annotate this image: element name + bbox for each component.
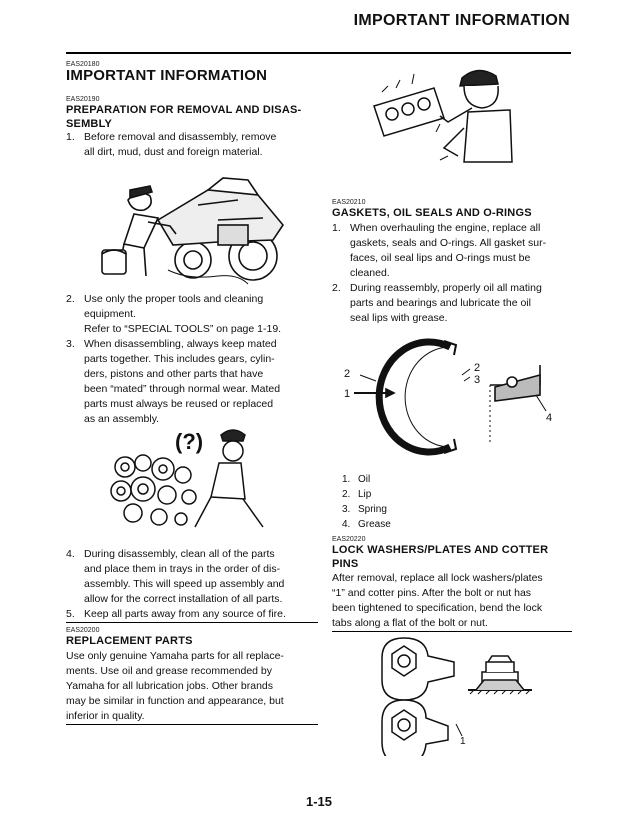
lock-washer-diagram: [372, 636, 542, 756]
prep-list-b: [66, 292, 318, 427]
washer-label-1: 1: [460, 736, 466, 747]
subsection-title: REPLACEMENT PARTS: [66, 635, 193, 647]
list-item-number: 5.: [66, 608, 75, 620]
oil-seal-diagram: [340, 335, 560, 460]
list-item-number: 4.: [66, 548, 75, 560]
legend-item: 3. Spring: [342, 504, 387, 515]
list-item: 1. Before removal and disassembly, remove all dirt, mud, dust and foreign material.: [66, 131, 277, 158]
list-item-number: 2.: [66, 293, 75, 305]
list-item-number: 1.: [332, 222, 341, 234]
section-title: IMPORTANT INFORMATION: [66, 67, 268, 84]
mechanic-with-parts-illustration: [103, 425, 273, 537]
seal-label-2-left: 2: [344, 368, 351, 380]
legend-item: 2. Lip: [342, 489, 372, 500]
list-item-number: 2.: [332, 282, 341, 294]
list-item-number: 3.: [66, 338, 75, 350]
header-rule: [66, 52, 571, 54]
subsection-code: EAS20220: [332, 536, 366, 543]
list-item: 3. When disassembling, always keep mated parts together. This includes gears, cylin- ders, pistons and other parts that have been “mated” through normal wear. Mated parts must always be reused or replaced as an assembly.: [66, 338, 281, 425]
seal-legend: [342, 472, 391, 532]
gasket-list: [332, 221, 584, 326]
subsection-title: LOCK WASHERS/PLATES AND COTTER PINS: [332, 544, 549, 570]
replacement-paragraph: Use only genuine Yamaha parts for all replace- ments. Use oil and grease recommended by Yamaha for all lubrication jobs. Other brands may be similar in function and appearance, but inferior in quality.: [66, 650, 284, 722]
lock-washer-paragraph: After removal, replace all lock washers/plates “1” and cotter pins. After the bolt or nut has been tightened to specification, bend the lock tabs along a flat of the bolt or nut.: [332, 572, 543, 629]
section-divider: [332, 631, 572, 632]
seal-label-4: 4: [546, 412, 553, 424]
list-item: 2. Use only the proper tools and cleaning equipment. Refer to “SPECIAL TOOLS” on page 1-19.: [66, 293, 282, 335]
seal-label-3: 3: [474, 374, 481, 386]
legend-item: 1. Oil: [342, 474, 371, 485]
section-divider: [66, 622, 318, 623]
seal-label-2-right: 2: [474, 362, 481, 374]
subsection-title: PREPARATION FOR REMOVAL AND DISAS-SEMBLY: [66, 104, 302, 130]
section-divider: [66, 724, 318, 725]
subsection-code: EAS20210: [332, 199, 366, 206]
gasket-mechanic-illustration: [372, 68, 522, 180]
page-number: 1-15: [305, 794, 333, 809]
svg-text:(?): (?): [175, 429, 204, 454]
prep-list-a: [66, 130, 316, 160]
list-item: 2. During reassembly, properly oil all mating parts and bearings and lubricate the oil seal lips with grease.: [332, 282, 542, 324]
list-item-number: 1.: [66, 131, 75, 143]
washing-motorcycle-illustration: [98, 170, 288, 288]
list-item: 1. When overhauling the engine, replace all gaskets, seals and O-rings. All gasket sur- faces, oil seal lips and O-rings must be cleaned.: [332, 222, 547, 279]
legend-item: 4. Grease: [342, 519, 391, 530]
subsection-code: EAS20190: [66, 96, 100, 103]
page-header-title: IMPORTANT INFORMATION: [353, 12, 570, 29]
section-code: EAS20180: [66, 61, 100, 68]
prep-list-c: [66, 547, 318, 622]
list-item: 5. Keep all parts away from any source of fire.: [66, 608, 286, 620]
subsection-code: EAS20200: [66, 627, 100, 634]
seal-label-1: 1: [344, 388, 351, 400]
subsection-title: GASKETS, OIL SEALS AND O-RINGS: [332, 207, 532, 219]
list-item: 4. During disassembly, clean all of the parts and place them in trays in the order of dis- assembly. This will speed up assembly and allow for the correct installation of all parts.: [66, 548, 285, 605]
